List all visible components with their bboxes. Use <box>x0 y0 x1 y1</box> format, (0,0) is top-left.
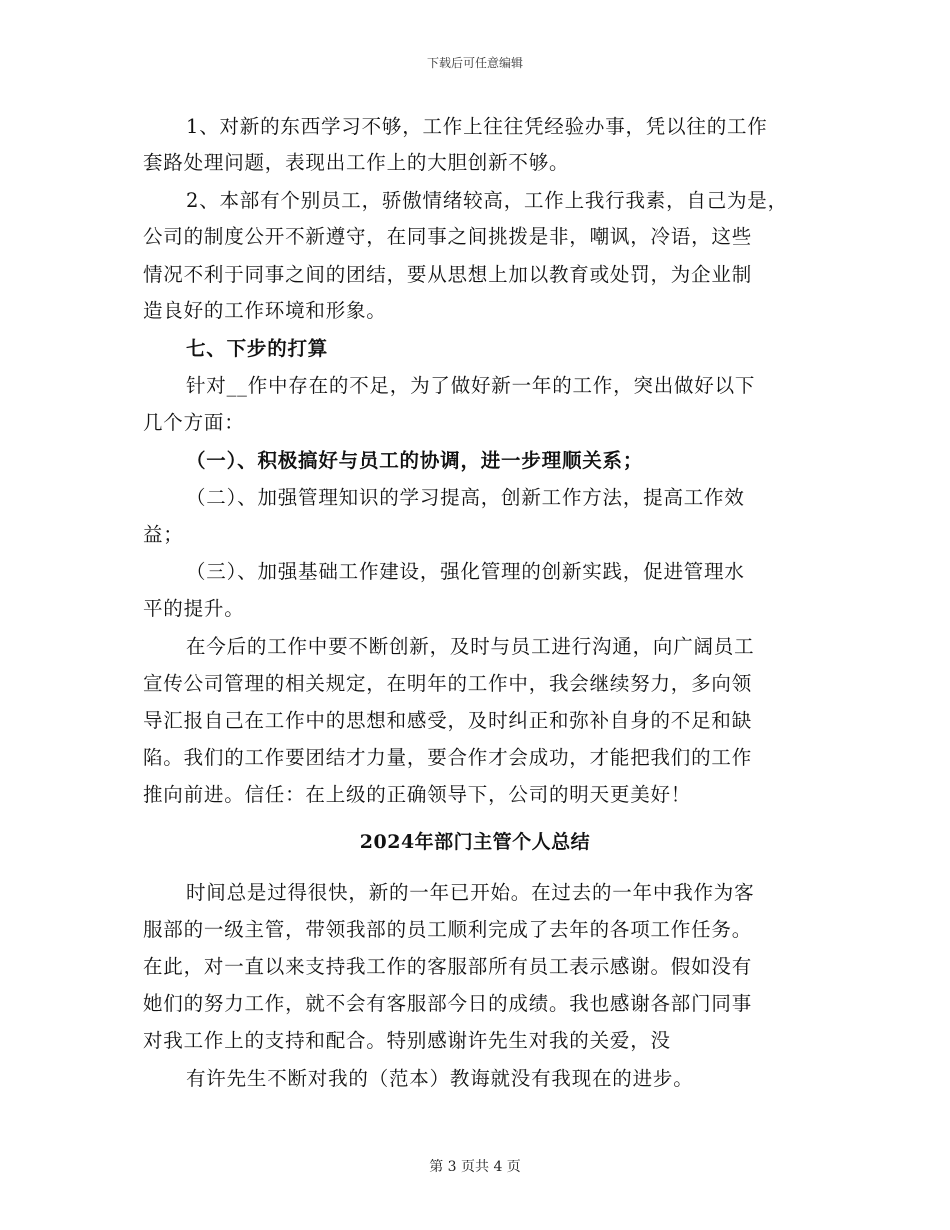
body-line: 服部的一级主管，带领我部的员工顺利完成了去年的各项工作任务。 <box>143 918 753 941</box>
body-line: 有许先生不断对我的（范本）教诲就没有我现在的进步。 <box>186 1067 694 1090</box>
body-line: 时间总是过得很快，新的一年已开始。在过去的一年中我作为客 <box>186 881 755 904</box>
page-footer: 第 3 页共 4 页 <box>429 1159 521 1175</box>
body-line: 导汇报自己在工作中的思想和感受，及时纠正和弥补自身的不足和缺 <box>143 709 753 732</box>
body-line: 在今后的工作中要不断创新，及时与员工进行沟通，向广阔员工 <box>186 635 755 658</box>
body-line: 益； <box>143 523 184 546</box>
body-line: 公司的制度公开不新遵守，在同事之间挑拨是非，嘲讽，冷语，这些 <box>143 225 753 248</box>
body-line: 几个方面： <box>143 411 245 434</box>
list-item: （三）、加强基础工作建设，强化管理的创新实践，促进管理水 <box>186 560 745 583</box>
body-line: 推向前进。信任：在上级的正确领导下，公司的明天更美好！ <box>143 783 692 806</box>
body-line: 情况不利于同事之间的团结，要从思想上加以教育或处罚，为企业制 <box>143 263 753 286</box>
body-line: 陷。我们的工作要团结才力量，要合作才会成功，才能把我们的工作 <box>143 746 753 769</box>
body-line: 套路处理问题，表现出工作上的大胆创新不够。 <box>143 151 570 174</box>
body-line: 平的提升。 <box>143 597 245 620</box>
list-item: （二）、加强管理知识的学习提高，创新工作方法，提高工作效 <box>186 486 745 509</box>
body-line: 针对__作中存在的不足，为了做好新一年的工作，突出做好以下 <box>186 374 756 397</box>
body-line: 对我工作上的支持和配合。特别感谢许先生对我的关爱，没 <box>143 1029 671 1052</box>
section-title: 2024年部门主管个人总结 <box>359 831 591 853</box>
section-heading: 七、下步的打算 <box>186 337 329 360</box>
body-line: 她们的努力工作，就不会有客服部今日的成绩。我也感谢各部门同事 <box>143 992 753 1015</box>
body-line: 1、对新的东西学习不够，工作上往往凭经验办事，凭以往的工作 <box>186 115 768 138</box>
page-header: 下载后可任意编辑 <box>426 56 523 70</box>
body-line: 在此，对一直以来支持我工作的客服部所有员工表示感谢。假如没有 <box>143 955 753 978</box>
body-line: 宣传公司管理的相关规定，在明年的工作中，我会继续努力，多向领 <box>143 672 753 695</box>
body-line: 2、本部有个别员工，骄傲情绪较高，工作上我行我素，自己为是， <box>186 189 788 212</box>
list-item-bold: （一）、积极搞好与员工的协调，进一步理顺关系； <box>186 449 644 472</box>
body-line: 造良好的工作环境和形象。 <box>143 299 387 322</box>
